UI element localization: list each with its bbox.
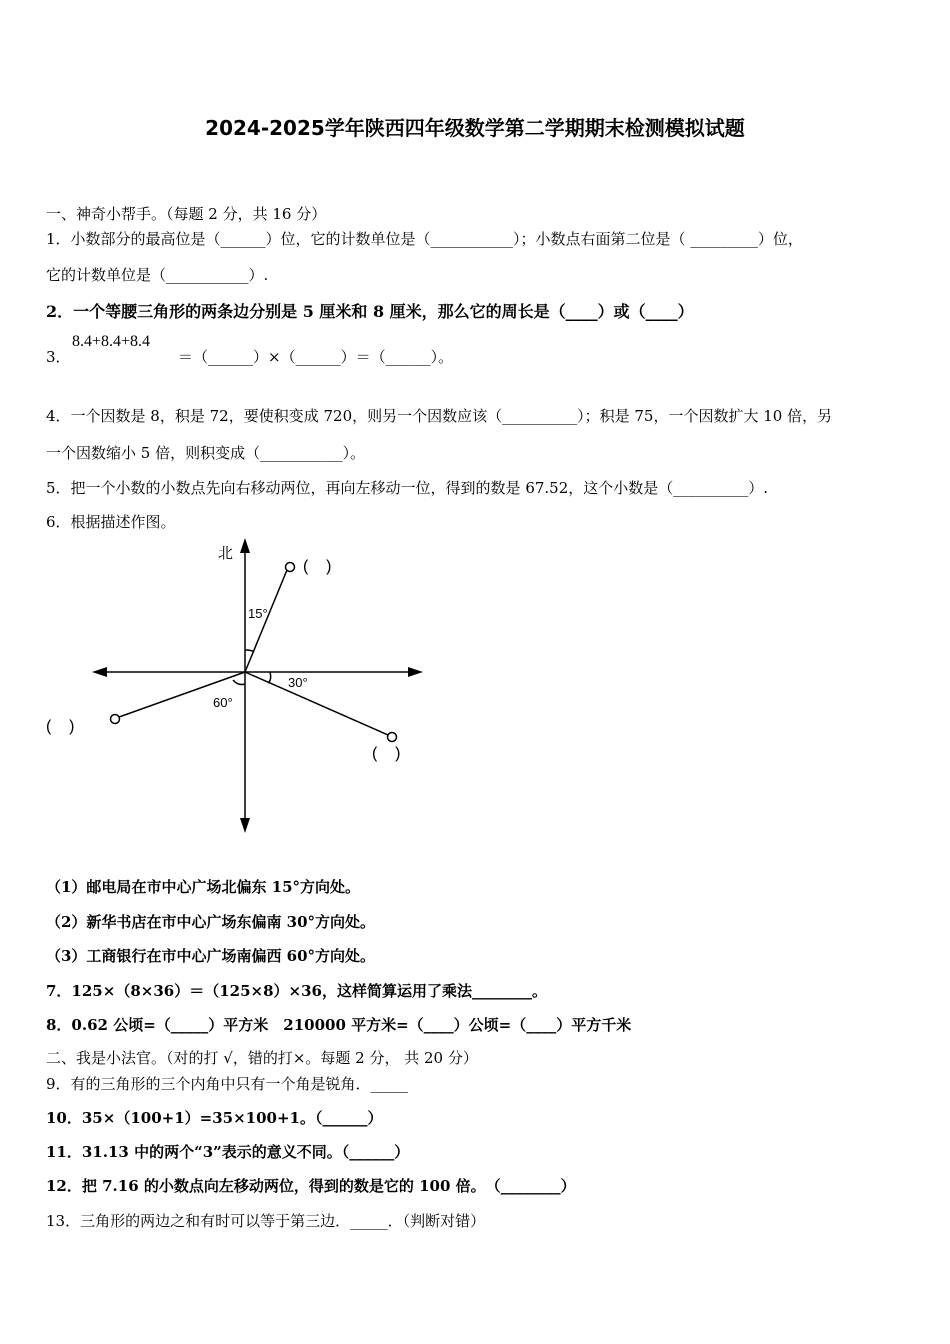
blank-3: ( )	[46, 718, 75, 735]
question-13: 13．三角形的两边之和有时可以等于第三边．_____．（判断对错）	[46, 1212, 486, 1230]
ray-15	[245, 570, 287, 672]
arrow-up-icon	[240, 538, 250, 553]
question-10: 10．35×（100+1）=35×100+1。（______）	[46, 1109, 383, 1127]
question-6-2: （2）新华书店在市中心广场东偏南 30°方向处。	[46, 913, 376, 931]
question-1: 1．小数部分的最高位是（______）位，它的计数单位是（___________）；小数点右面第二位是（ _________）位，	[46, 230, 803, 248]
question-4-cont: 一个因数缩小 5 倍，则积变成（___________）。	[46, 444, 366, 462]
question-6: 6．根据描述作图。	[46, 513, 176, 531]
point-1	[286, 563, 295, 572]
question-8: 8．0.62 公顷=（_____）平方米 210000 平方米=（____）公顷=（____）平方千米	[46, 1016, 632, 1034]
question-9: 9．有的三角形的三个内角中只有一个角是锐角．_____	[46, 1075, 409, 1093]
section-heading: 一、神奇小帮手。（每题 2 分，共 16 分）	[46, 205, 327, 223]
arrow-left-icon	[92, 667, 107, 677]
question-3-expression: 8.4+8.4+8.4	[72, 333, 151, 350]
question-1-cont: 它的计数单位是（___________）.	[46, 266, 269, 284]
page-title: 2024-2025学年陕西四年级数学第二学期期末检测模拟试题	[205, 116, 745, 140]
angle-arc-30	[268, 672, 271, 683]
angle-arc-15	[245, 650, 254, 652]
arrow-down-icon	[240, 818, 250, 833]
blank-1: ( )	[303, 558, 332, 575]
question-12: 12．把 7.16 的小数点向左移动两位，得到的数是它的 100 倍。 （________）	[46, 1177, 576, 1195]
question-2: 2．一个等腰三角形的两条边分别是 5 厘米和 8 厘米，那么它的周长是（____）或（____）	[46, 302, 694, 321]
point-2	[388, 733, 397, 742]
question-7: 7．125×（8×36）＝（125×8）×36，这样简算运用了乘法________。	[46, 982, 547, 1000]
question-11: 11．31.13 中的两个“3”表示的意义不同。（______）	[46, 1143, 410, 1161]
question-5: 5．把一个小数的小数点先向右移动两位，再向左移动一位，得到的数是 67.52，这个小数是（__________）.	[46, 479, 769, 497]
question-6-3: （3）工商银行在市中心广场南偏西 60°方向处。	[46, 947, 376, 965]
question-3-number: 3．	[46, 348, 71, 366]
north-label: 北	[218, 545, 234, 562]
angle-arc-60	[233, 680, 245, 685]
question-6-1: （1）邮电局在市中心广场北偏东 15°方向处。	[46, 878, 361, 896]
ray-30	[245, 672, 388, 735]
blank-2: ( )	[372, 745, 401, 762]
section-heading-2: 二、我是小法官。（对的打 √，错的打×。每题 2 分， 共 20 分）	[46, 1049, 478, 1067]
question-4: 4．一个因数是 8，积是 72，要使积变成 720，则另一个因数应该（__________）；积是 75，一个因数扩大 10 倍，另	[46, 407, 833, 425]
angle-60-label: 60°	[213, 695, 233, 710]
question-3: ＝（______）×（______）＝（______）。	[178, 348, 454, 366]
angle-30-label: 30°	[288, 675, 308, 690]
point-3	[111, 715, 120, 724]
angle-15-label: 15°	[248, 606, 268, 621]
arrow-right-icon	[408, 667, 423, 677]
